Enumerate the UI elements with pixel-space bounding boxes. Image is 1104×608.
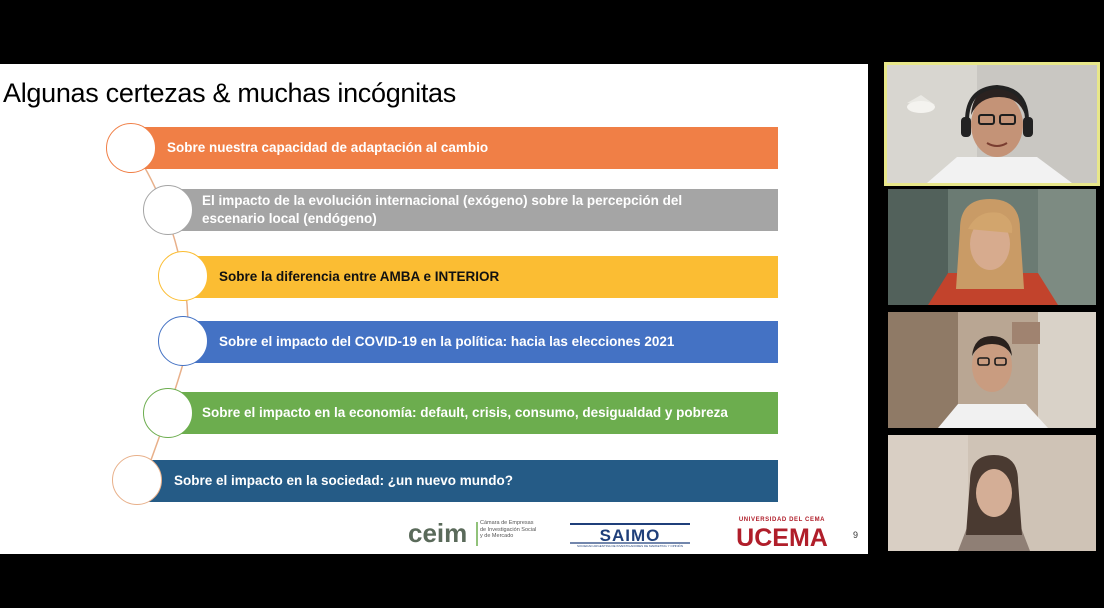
item-bar-politics [183,321,778,363]
ceim-logo [408,516,538,550]
saimo-logo-name: SAIMO [599,526,661,545]
item-bar-adaptation [131,127,778,169]
video-feed [888,189,1096,305]
participant-video-tile-4[interactable] [888,435,1096,551]
video-feed [887,65,1097,183]
item-node-1 [106,123,156,173]
item-text: El impacto de la evolución internacional (exógeno) sobre la percepción del escenario local (endógeno) [202,193,683,226]
video-feed [888,435,1096,551]
participant-video-tile-3[interactable] [888,312,1096,428]
item-text: Sobre la diferencia entre AMBA e INTERIOR [219,269,500,284]
item-text: Sobre nuestra capacidad de adaptación al cambio [167,140,489,155]
item-bar-society [137,460,778,502]
item-node-2 [143,185,193,235]
participant-video-tile-2[interactable] [888,189,1096,305]
item-node-6 [112,455,162,505]
slide-title: Algunas certezas & muchas incógnitas [3,78,456,108]
item-node-3 [158,251,208,301]
ceim-logo-caption: Cámara de Empresas de Investigación Social y de Mercado [480,520,537,539]
ucema-logo-name: UCEMA [736,524,828,549]
saimo-logo-caption: SOCIEDAD ARGENTINA DE INVESTIGADORES DE MARKETING Y OPINIÓN [576,544,684,548]
item-node-5 [143,388,193,438]
item-text: Sobre el impacto en la economía: default, crisis, consumo, desigualdad y pobreza [202,405,728,420]
ucema-logo-caption: UNIVERSIDAD DEL CEMA [738,517,826,523]
ucema-logo [730,513,834,549]
item-text: Sobre el impacto en la sociedad: ¿un nuevo mundo? [174,473,514,488]
participant-video-tile-1[interactable] [884,62,1100,186]
item-bar-economy [168,392,778,434]
item-node-4 [158,316,208,366]
page-number: 9 [853,530,859,540]
video-feed [888,312,1096,428]
item-text: Sobre el impacto del COVID-19 en la política: hacia las elecciones 2021 [219,334,675,349]
item-bar-international [168,189,778,231]
ceim-logo-name: ceim [408,518,468,548]
item-bar-amba-interior [183,256,778,298]
saimo-logo [566,518,694,550]
presentation-slide [0,64,868,554]
